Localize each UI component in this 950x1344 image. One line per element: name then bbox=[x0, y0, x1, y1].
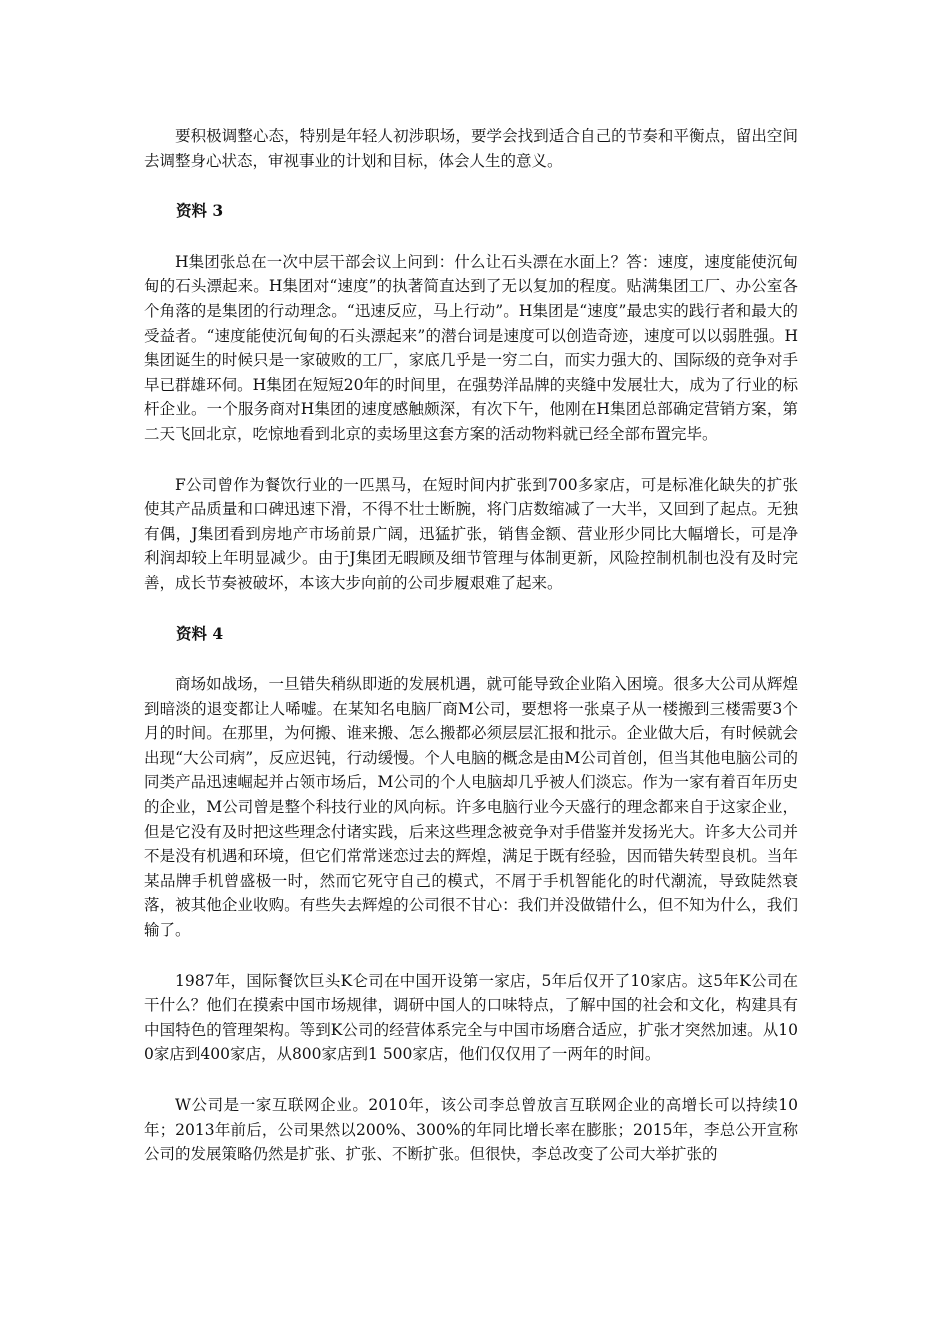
document-page bbox=[144, 124, 798, 1167]
section-4-paragraph: 商场如战场，一旦错失稍纵即逝的发展机遇，就可能导致企业陷入困境。很多大公司从辉煌到暗淡的退变都让人唏嘘。在某知名电脑厂商M公司，要想将一张桌子从一楼搬到三楼需要3个月的时间。在那里，为何搬、谁来搬、怎么搬都必须层层汇报和批示。企业做大后，有时候就会出现“大公司病”，反应迟钝，行动缓慢。个人电脑的概念是由M公司首创，但当其他电脑公司的同类产品迅速崛起并占领市场后，M公司的个人电脑却几乎被人们淡忘。作为一家有着百年历史的企业，M公司曾是整个科技行业的风向标。许多电脑行业今天盛行的理念都来自于这家企业，但是它没有及时把这些理念付诸实践，后来这些理念被竞争对手借鉴并发扬光大。许多大公司并不是没有机遇和环境，但它们常常迷恋过去的辉煌，满足于既有经验，因而错失转型良机。当年某品牌手机曾盛极一时，然而它死守自己的模式，不屑于手机智能化的时代潮流，导致陡然衰落，被其他企业收购。有些失去辉煌的公司很不甘心：我们并没做错什么，但不知为什么，我们输了。 bbox=[144, 675, 798, 940]
section-3-paragraph: F公司曾作为餐饮行业的一匹黑马，在短时间内扩张到700多家店，可是标准化缺失的扩张使其产品质量和口碑迅速下滑，不得不壮士断腕，将门店数缩减了一大半，又回到了起点。无独有偶，J集团看到房地产市场前景广阔，迅猛扩张，销售金额、营业形少同比大幅增长，可是净利润却较上年明显减少。由于J集团无暇顾及细节管理与体制更新，风险控制机制也没有及时完善，成长节奏被破坏，本该大步向前的公司步履艰难了起来。 bbox=[144, 475, 798, 592]
intro-paragraph: 要积极调整心态，特别是年轻人初涉职场，要学会找到适合自己的节奏和平衡点，留出空间去调整身心状态，审视事业的计划和目标，体会人生的意义。 bbox=[144, 127, 798, 170]
section-4-heading: 资料 4 bbox=[176, 623, 224, 643]
section-4-paragraph: W公司是一家互联网企业。2010年，该公司李总曾放言互联网企业的高增长可以持续10年；2013年前后，公司果然以200%、300%的年同比增长率在膨胀；2015年，李总公开宣称公司的发展策略仍然是扩张、扩张、不断扩张。但很快，李总改变了公司大举扩张的 bbox=[144, 1096, 798, 1164]
section-4-paragraph: 1987年，国际餐饮巨头K仑司在中国开设第一家店，5年后仅开了10家店。这5年K公司在干什么？他们在摸索中国市场规律，调研中国人的口味特点，了解中国的社会和文化，构建具有中国特色的管理架构。等到K公司的经营体系完全与中国市场磨合适应，扩张才突然加速。从100家店到400家店，从800家店到1 500家店，他们仅仅用了一两年的时间。 bbox=[144, 971, 798, 1064]
section-3-paragraph: H集团张总在一次中层干部会议上问到：什么让石头漂在水面上？答：速度，速度能使沉甸甸的石头漂起来。H集团对“速度”的执著简直达到了无以复加的程度。贴满集团工厂、办公室各个角落的是集团的行动理念。“迅速反应，马上行动”。H集团是“速度”最忠实的践行者和最大的受益者。“速度能使沉甸甸的石头漂起来”的潜台词是速度可以创造奇迹，速度可以以弱胜强。H集团诞生的时候只是一家破败的工厂，家底几乎是一穷二白，而实力强大的、国际级的竞争对手早已群雄环伺。H集团在短短20年的时间里，在强势洋品牌的夹缝中发展壮大，成为了行业的标杆企业。一个服务商对H集团的速度感触颇深，有次下午，他刚在H集团总部确定营销方案，第二天飞回北京，吃惊地看到北京的卖场里这套方案的活动物料就已经全部布置完毕。 bbox=[144, 252, 798, 443]
section-3-heading: 资料 3 bbox=[176, 201, 224, 221]
